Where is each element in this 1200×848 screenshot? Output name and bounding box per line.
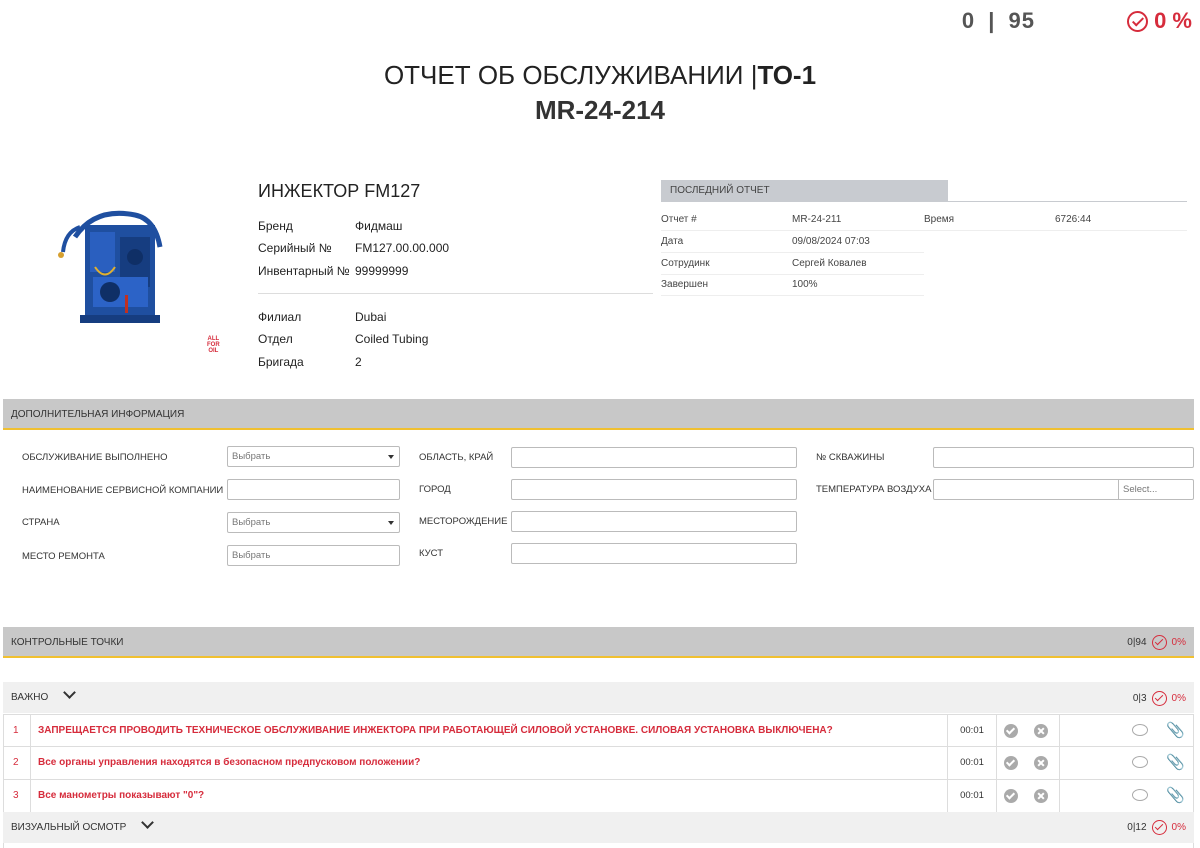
country-value: Выбрать [232, 517, 271, 528]
oilfield-label: МЕСТОРОЖДЕНИЕ [419, 516, 508, 527]
branch-value: Dubai [355, 310, 387, 324]
check-circle-icon [1152, 691, 1167, 706]
last-report-number-label: Отчет # [661, 214, 697, 225]
divider [258, 293, 653, 294]
inventory-label: Инвентарный № [258, 264, 350, 278]
pad-input[interactable] [511, 543, 797, 564]
crew-value: 2 [355, 355, 362, 369]
approve-icon[interactable] [1004, 756, 1018, 770]
last-report-employee-value: Сергей Ковалев [792, 258, 867, 269]
row-number: 1 [4, 715, 31, 747]
checklist-row [3, 780, 1194, 813]
last-report-completed-value: 100% [792, 279, 818, 290]
group-done: 0 [1132, 693, 1139, 704]
last-report-time-value: 6726:44 [1055, 214, 1092, 225]
region-input[interactable] [511, 447, 797, 468]
comment-icon[interactable] [1132, 756, 1148, 768]
row-time: 00:01 [947, 715, 997, 747]
group-done: 0 [1127, 822, 1133, 833]
group-header-important[interactable] [3, 682, 1194, 713]
group-progress: 0|12 0% [1127, 822, 1186, 833]
air-temp-unit-select[interactable]: Select... [1123, 484, 1158, 495]
row-divider [661, 295, 924, 296]
last-report-completed-label: Завершен [661, 279, 709, 290]
title-type: ТО-1 [757, 60, 817, 90]
checklist-row [3, 747, 1194, 780]
page-title [0, 60, 1200, 91]
equipment-image [55, 207, 170, 337]
checkpoints-total: 94 [1135, 637, 1147, 648]
equipment-name: ИНЖЕКТОР FM127 [258, 181, 421, 201]
brand-value: Фидмаш [355, 219, 403, 233]
group-percent: 0% [1171, 693, 1186, 704]
check-circle-icon [1152, 820, 1167, 835]
country-select[interactable] [227, 512, 400, 533]
repair-place-input[interactable]: Выбрать [227, 545, 400, 566]
group-progress: 0|3 0% [1132, 693, 1186, 704]
service-done-select[interactable] [227, 446, 400, 467]
comment-icon[interactable] [1132, 724, 1148, 736]
crew-label: Бригада [258, 355, 304, 369]
serial-label: Серийный № [258, 241, 332, 255]
caret-down-icon [388, 455, 394, 459]
checkpoints-done: 0 [1127, 637, 1133, 648]
approve-icon[interactable] [1004, 724, 1018, 738]
department-value: Coiled Tubing [355, 332, 429, 346]
last-report-time-label: Время [924, 214, 955, 225]
checklist-row [3, 714, 1194, 747]
row-question: ЗАПРЕЩАЕТСЯ ПРОВОДИТЬ ТЕХНИЧЕСКОЕ ОБСЛУЖИВАНИЕ ИНЖЕКТОРА ПРИ РАБОТАЮЩЕЙ СИЛОВОЙ УСТАНОВКЕ. СИЛОВАЯ УСТАНОВКА ВЫКЛЮЧЕНА? [38, 725, 833, 736]
service-company-input[interactable] [227, 479, 400, 500]
repair-place-label: МЕСТО РЕМОНТА [22, 551, 105, 562]
last-report-employee-label: Сотрудинк [661, 258, 710, 269]
caret-down-icon [388, 521, 394, 525]
service-done-value: Выбрать [232, 451, 271, 462]
reject-icon[interactable] [1034, 789, 1048, 803]
top-separator: | [988, 8, 996, 33]
last-report-heading: ПОСЛЕДНИЙ ОТЧЕТ [661, 180, 948, 201]
check-circle-icon [1152, 635, 1167, 650]
chevron-down-icon[interactable] [141, 816, 154, 829]
next-row-edge [3, 843, 1194, 848]
comment-icon[interactable] [1132, 789, 1148, 801]
service-company-label: НАИМЕНОВАНИЕ СЕРВИСНОЙ КОМПАНИИ [22, 485, 224, 496]
checkpoints-percent: 0% [1171, 637, 1186, 648]
report-number: MR-24-214 [534, 95, 666, 125]
air-temp-label: ТЕМПЕРАТУРА ВОЗДУХА [816, 484, 932, 495]
reject-icon[interactable] [1034, 724, 1048, 738]
row-actions [995, 747, 1060, 779]
pad-label: КУСТ [419, 548, 444, 559]
approve-icon[interactable] [1004, 789, 1018, 803]
row-time: 00:01 [947, 747, 997, 779]
additional-info-bar: ДОПОЛНИТЕЛЬНАЯ ИНФОРМАЦИЯ [3, 399, 1194, 430]
chevron-down-icon[interactable] [63, 686, 76, 699]
check-circle-icon [1127, 11, 1148, 32]
row-question: Все органы управления находятся в безопасном предпусковом положении? [38, 757, 421, 768]
group-total: 3 [1140, 693, 1147, 704]
service-done-label: ОБСЛУЖИВАНИЕ ВЫПОЛНЕНО [22, 452, 168, 463]
attachment-icon[interactable]: 📎 [1166, 754, 1185, 771]
row-actions [995, 715, 1060, 747]
last-report-number-link[interactable]: MR-24-211 [792, 214, 842, 225]
last-report-date-value: 09/08/2024 07:03 [792, 236, 870, 247]
row-number: 3 [4, 780, 31, 812]
row-divider [661, 230, 1187, 231]
group-total: 12 [1135, 822, 1147, 833]
group-header-visual-inspection[interactable] [3, 812, 1194, 843]
branch-label: Филиал [258, 310, 302, 324]
title-prefix: ОТЧЕТ ОБ ОБСЛУЖИВАНИИ | [383, 60, 758, 90]
inventory-value: 99999999 [355, 264, 409, 278]
city-input[interactable] [511, 479, 797, 500]
row-time: 00:01 [947, 780, 997, 812]
attachment-icon[interactable]: 📎 [1166, 787, 1185, 804]
group-title: ВАЖНО [11, 692, 49, 703]
air-temp-input[interactable] [933, 479, 1194, 500]
top-progress-count [962, 8, 1035, 34]
checkpoints-progress: 0|94 0% [1127, 637, 1186, 648]
well-label: № СКВАЖИНЫ [816, 452, 885, 463]
city-label: ГОРОД [419, 484, 451, 495]
brand-logo: ALL FOR OIL [207, 336, 220, 354]
country-label: СТРАНА [22, 517, 60, 528]
region-label: ОБЛАСТЬ, КРАЙ [419, 452, 494, 463]
oilfield-input[interactable] [511, 511, 797, 532]
well-input[interactable] [933, 447, 1194, 468]
department-label: Отдел [258, 332, 293, 346]
row-divider [661, 252, 924, 253]
top-total-count: 95 [1008, 8, 1035, 33]
row-actions [995, 780, 1060, 812]
row-number: 2 [4, 747, 31, 779]
row-divider [661, 274, 924, 275]
row-question: Все манометры показывают "0"? [38, 790, 205, 801]
top-done-count: 0 [961, 8, 976, 33]
attachment-icon[interactable]: 📎 [1166, 722, 1185, 739]
group-percent: 0% [1171, 822, 1186, 833]
group-title: ВИЗУАЛЬНЫЙ ОСМОТР [11, 822, 127, 833]
top-percent-value: 0 % [1154, 8, 1192, 33]
reject-icon[interactable] [1034, 756, 1048, 770]
top-progress-percent [1127, 8, 1192, 34]
brand-label: Бренд [258, 219, 293, 233]
input-divider [1118, 480, 1119, 499]
checkpoints-bar: КОНТРОЛЬНЫЕ ТОЧКИ [3, 627, 1194, 658]
serial-value: FM127.00.00.000 [355, 241, 450, 255]
last-report-date-label: Дата [661, 236, 684, 247]
last-report-underline [661, 201, 1187, 202]
